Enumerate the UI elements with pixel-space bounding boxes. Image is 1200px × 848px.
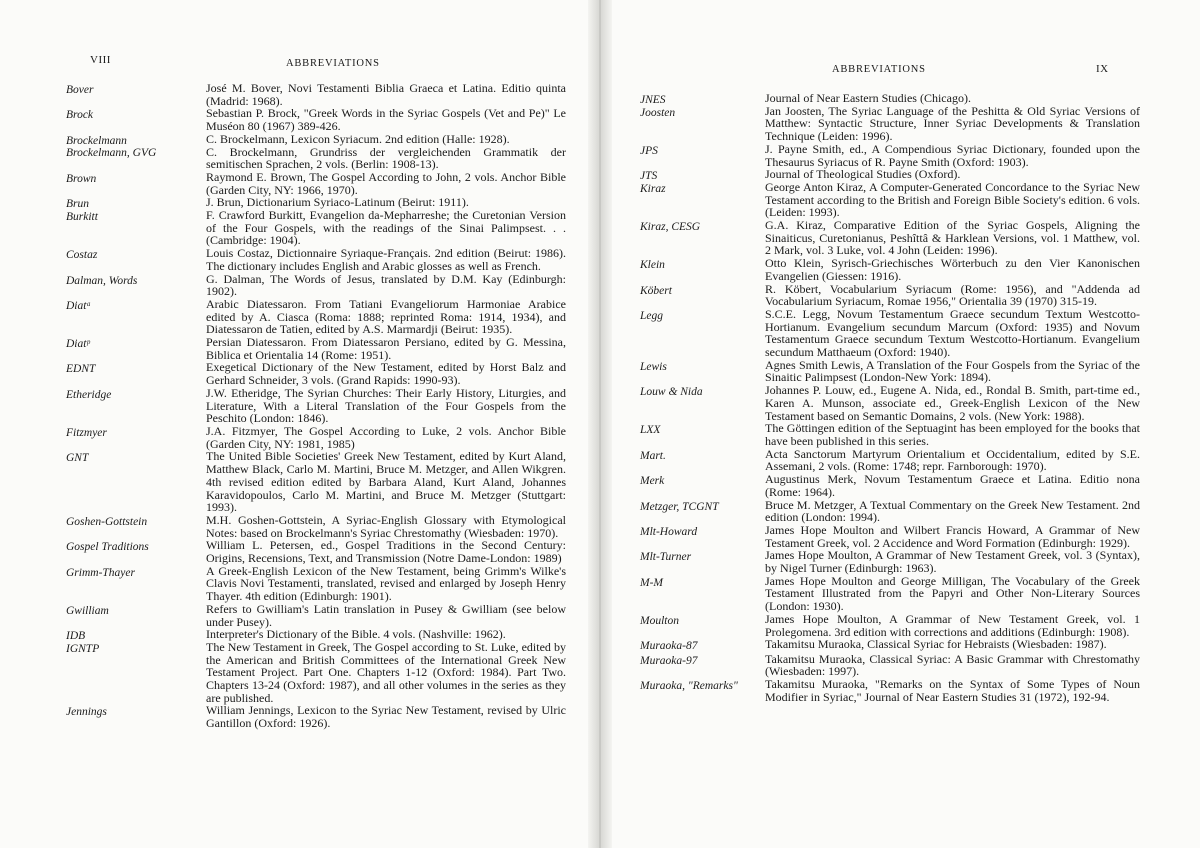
abbreviation-definition: J. Payne Smith, ed., A Compendious Syriac Dictionary, founded upon the Thesaurus Syriacus of R. Payne Smith (Oxford: 1903). [765, 141, 1140, 169]
abbreviation-entry [640, 473, 1140, 498]
right-page [612, 0, 1200, 848]
abbreviation-entry [640, 499, 1140, 524]
abbreviation-term: Muraoka-97 [640, 654, 698, 667]
abbreviation-entry [66, 565, 566, 603]
abbreviation-entry [66, 196, 566, 247]
abbreviation-entry [640, 575, 1140, 613]
abbreviation-term: LXX [640, 424, 661, 437]
abbreviation-definition: R. Köbert, Vocabularium Syriacum (Rome: 1956), and "Addenda ad Vocabularium Syriacum, Romae 1956," Orientalia 39 (1970) 315-19. [765, 281, 1140, 309]
abbreviation-entry [640, 613, 1140, 638]
abbreviation-entry [66, 171, 566, 196]
abbreviation-entry [66, 450, 566, 514]
abbreviation-term: Gwilliam [66, 604, 109, 617]
abbreviation-entry [640, 549, 1140, 574]
abbreviation-term: Diatᵃ [66, 299, 92, 312]
abbreviation-entry [640, 359, 1140, 384]
abbreviation-term: JTS Kiraz [640, 170, 666, 195]
abbreviation-term: Legg [640, 309, 663, 322]
abbreviation-definition: Otto Klein, Syrisch-Griechisches Wörterbuch zu den Vier Kanonischen Evangelien (Giessen: 1916). [765, 256, 1140, 283]
abbreviation-term: Metzger, TCGNT [640, 500, 719, 513]
abbreviation-entry [640, 524, 1140, 549]
abbreviation-entry [640, 257, 1140, 282]
abbreviation-term: EDNT [66, 363, 96, 376]
abbreviation-entry [66, 514, 566, 539]
abbreviation-entry [66, 361, 566, 386]
abbreviation-term: Brun Burkitt [66, 198, 98, 223]
abbreviation-entry [66, 387, 566, 425]
abbreviation-entry [66, 336, 566, 361]
abbreviation-definition: James Hope Moulton and George Milligan, The Vocabulary of the Greek Testament Illustrated from the Papyri and Other Non-Literary Sources (London: 1930). [765, 573, 1140, 614]
book-gutter [588, 0, 612, 848]
abbreviation-definition: Takamitsu Muraoka, Classical Syriac: A Basic Grammar with Chrestomathy (Wiesbaden: 1997). [765, 651, 1140, 679]
abbreviation-term: Mart. [640, 449, 666, 462]
abbreviation-term: GNT [66, 452, 89, 465]
abbreviation-term: IDB IGNTP [66, 630, 100, 655]
abbreviation-entry [66, 298, 566, 336]
abbreviation-entry [640, 219, 1140, 257]
running-head: ABBREVIATIONS [286, 58, 380, 69]
abbreviation-term: Diatᵖ [66, 338, 90, 351]
abbreviation-definition: C. Brockelmann, Lexicon Syriacum. 2nd edition (Halle: 1928). C. Brockelmann, Grundriss der vergleichenden Grammatik der semitischen Sprachen, 2 vols. (Berlin: 1908-13). [206, 131, 566, 172]
abbreviation-term: Köbert [640, 284, 672, 297]
abbreviation-entry [640, 638, 1140, 653]
abbreviation-term: Mlt-Howard [640, 525, 698, 538]
abbreviation-term: Dalman, Words [66, 274, 138, 287]
abbreviation-term: JPS [640, 144, 658, 157]
abbreviation-entry [66, 425, 566, 450]
abbreviation-term: Merk [640, 475, 665, 488]
abbreviation-definition: Arabic Diatessaron. From Tatiani Evangeliorum Harmoniae Arabice edited by A. Ciasca (Roma: 1888; reprinted Roma: 1914, 1934), and Diatessaron de Tatien, edited by A.S. Marmardji (Beirut: 1935). [206, 296, 566, 337]
abbreviation-term: Jennings [66, 706, 107, 719]
abbreviation-definition: José M. Bover, Novi Testamenti Biblia Graeca et Latina. Editio quinta (Madrid: 1968). [206, 81, 566, 108]
abbreviation-entry [640, 283, 1140, 308]
abbreviation-entry [66, 247, 566, 272]
abbreviation-entry [66, 539, 566, 564]
abbreviation-entry [640, 448, 1140, 473]
abbreviation-definition: Refers to Gwilliam's Latin translation in Pusey & Gwilliam (see below under Pusey). [206, 601, 566, 629]
abbreviation-term: Gospel Traditions [66, 541, 149, 554]
left-page [0, 0, 588, 848]
abbreviation-definition: J.W. Etheridge, The Syrian Churches: Their Early History, Liturgies, and Literature, With a Literal Translation of the Four Gospels from the Peschito (London: 1846). [206, 385, 566, 426]
abbreviation-definition: S.C.E. Legg, Novum Testamentum Graece secundum Textum Westcotto-Hortianum. Evangelium secundum Marcum (Oxford: 1935) and Novum Testamentum Graece secundum Textum Westcotto-Hortianum. Evangelium secundum Matthaeum (Oxford: 1940). [765, 306, 1140, 360]
abbreviation-definition: Johannes P. Louw, ed., Eugene A. Nida, ed., Rondal B. Smith, part-time ed., Karen A. Munson, associate ed., Greek-English Lexicon of the New Testament based on Semantic Domains, 2 vols. (New York: 1988). [765, 383, 1140, 423]
abbreviation-entry [66, 603, 566, 628]
abbreviation-term: Louw & Nida [640, 386, 703, 399]
abbreviation-list [66, 82, 566, 730]
abbreviation-entry [66, 82, 566, 107]
abbreviation-term: Goshen-Gottstein [66, 515, 148, 528]
abbreviation-term: JNES Joosten [640, 94, 676, 119]
abbreviation-definition: James Hope Moulton and Wilbert Francis Howard, A Grammar of New Testament Greek, vol. 2 Accidence and Word Formation (Edinburgh: 1929). [765, 522, 1140, 550]
abbreviation-term: Brockelmann Brockelmann, GVG [66, 134, 157, 160]
abbreviation-definition: Journal of Near Eastern Studies (Chicago). Jan Joosten, The Syriac Language of the Peshitta & Old Syriac Versions of Matthew: Syntactic Structure, Inner Syriac Developments & Translation Technique (Leiden: 1996). [765, 91, 1140, 144]
abbreviation-definition: G. Dalman, The Words of Jesus, translated by D.M. Kay (Edinburgh: 1902). [206, 271, 566, 299]
abbreviation-definition: G.A. Kiraz, Comparative Edition of the Syriac Gospels, Aligning the Sinaiticus, Curetonianus, Peshîttâ & Harklean Versions, vol. 1 Matthew, vol. 2 Mark, vol. 3 Luke, vol. 4 John (Leiden: 1996). [765, 218, 1140, 258]
abbreviation-definition: William Jennings, Lexicon to the Syriac New Testament, revised by Ulric Gantillon (Oxford: 1926). [206, 703, 566, 731]
abbreviation-entry [640, 92, 1140, 143]
abbreviation-definition: Raymond E. Brown, The Gospel According to John, 2 vols. Anchor Bible (Garden City, NY: 1966, 1970). [206, 169, 566, 197]
page-number: IX [1096, 63, 1109, 75]
abbreviation-term: Moulton [640, 614, 679, 627]
abbreviation-entry [640, 384, 1140, 422]
abbreviation-entry [66, 133, 566, 171]
abbreviation-definition: Agnes Smith Lewis, A Translation of the Four Gospels from the Syriac of the Sinaitic Palimpsest (London-New York: 1894). [765, 357, 1140, 385]
abbreviation-entry [66, 273, 566, 298]
abbreviation-definition: Takamitsu Muraoka, "Remarks on the Syntax of Some Types of Noun Modifier in Syriac," Journal of Near Eastern Studies 31 (1972), 192-94. [765, 677, 1140, 704]
abbreviation-definition: The United Bible Societies' Greek New Testament, edited by Kurt Aland, Matthew Black, Carlo M. Martini, Bruce M. Metzger, and Allen Wikgren. 4th revised edition edited by Barbara Aland, Kurt Aland, Johannes Karavidopoulos, Carlo M. Martini, and Bruce M. Metzger (Stuttgart: 1993). [206, 449, 566, 515]
abbreviation-definition: William L. Petersen, ed., Gospel Traditions in the Second Century: Origins, Recensions, Text, and Transmission (Notre Dame-London: 1989) [206, 538, 566, 566]
abbreviation-entry [66, 107, 566, 132]
abbreviation-definition: A Greek-English Lexicon of the New Testament, being Grimm's Wilke's Clavis Novi Testamenti, translated, revised and enlarged by Joseph Henry Thayer. 4th edition (Edinburgh: 1901). [206, 563, 566, 604]
abbreviation-definition: Interpreter's Dictionary of the Bible. 4 vols. (Nashville: 1962). The New Testament in Greek, The Gospel according to St. Luke, edited by the American and British Committees of the International Greek New Testament Project. Part One. Chapters 1-12 (Oxford: 1984). Part Two. Chapters 13-24 (Oxford: 1987), and all other volumes in the series as they are published. [206, 627, 566, 705]
abbreviation-term: Klein [640, 259, 665, 272]
abbreviation-term: Brock [66, 109, 94, 122]
running-head: ABBREVIATIONS [832, 64, 926, 75]
abbreviation-term: Brown [66, 172, 97, 185]
abbreviation-definition: James Hope Moulton, A Grammar of New Testament Greek, vol. 3 (Syntax), by Nigel Turner (Edinburgh: 1963). [765, 548, 1140, 576]
abbreviation-definition: J. Brun, Dictionarium Syriaco-Latinum (Beirut: 1911). F. Crawford Burkitt, Evangelion da-Mepharreshe; the Curetonian Version of the Four Gospels, with the readings of the Sinai Palimpsest. . . (Cambridge: 1904). [206, 195, 566, 248]
abbreviation-entry [66, 628, 566, 704]
abbreviation-entry [640, 678, 1140, 703]
abbreviation-definition: Augustinus Merk, Novum Testamentum Graece et Latina. Editio nona (Rome: 1964). [765, 472, 1140, 499]
abbreviation-term: M-M [640, 576, 663, 589]
abbreviation-entry [640, 308, 1140, 359]
abbreviation-term: Grimm-Thayer [66, 566, 135, 579]
abbreviation-term: Bover [66, 84, 94, 96]
abbreviation-term: Lewis [640, 360, 667, 373]
abbreviation-definition: Acta Sanctorum Martyrum Orientalium et Occidentalium, edited by S.E. Assemani, 2 vols. (Rome: 1748; repr. Farnborough: 1970). [765, 446, 1140, 474]
abbreviation-list [640, 92, 1140, 704]
abbreviation-definition: Persian Diatessaron. From Diatessaron Persiano, edited by G. Messina, Biblica et Orientalia 14 (Rome: 1951). [206, 335, 566, 362]
abbreviation-definition: James Hope Moulton, A Grammar of New Testament Greek, vol. 1 Prolegomena. 3rd edition with corrections and additions (Edinburgh: 1908). [765, 611, 1140, 639]
abbreviation-definition: Journal of Theological Studies (Oxford). George Anton Kiraz, A Computer-Generated Concordance to the Syriac New Testament according to the British and Foreign Bible Society's edition. 6 vols. (Leiden: 1993). [765, 167, 1140, 220]
abbreviation-term: Costaz [66, 249, 98, 262]
abbreviation-term: Mlt-Turner [640, 551, 692, 564]
abbreviation-definition: J.A. Fitzmyer, The Gospel According to Luke, 2 vols. Anchor Bible (Garden City, NY: 1981, 1985) [206, 423, 566, 451]
abbreviation-entry [640, 653, 1140, 678]
abbreviation-definition: M.H. Goshen-Gottstein, A Syriac-English Glossary with Etymological Notes: based on Brockelmann's Syriac Chrestomathy (Wiesbaden: 1970). [206, 512, 566, 540]
abbreviation-definition: Exegetical Dictionary of the New Testament, edited by Horst Balz and Gerhard Schneider, 3 vols. (Grand Rapids: 1990-93). [206, 360, 566, 388]
abbreviation-term: Muraoka, "Remarks" [640, 680, 738, 693]
abbreviation-term: Etheridge [66, 388, 112, 401]
abbreviation-term: Muraoka-87 [640, 640, 698, 653]
abbreviation-term: Kiraz, CESG [640, 221, 701, 234]
abbreviation-entry [66, 704, 566, 729]
abbreviation-term: Fitzmyer [66, 426, 107, 439]
abbreviation-definition: Sebastian P. Brock, "Greek Words in the Syriac Gospels (Vet and Pe)" Le Muséon 80 (1967) 389-426. [206, 106, 566, 134]
abbreviation-entry [640, 422, 1140, 447]
abbreviation-entry [640, 168, 1140, 219]
abbreviation-definition: Louis Costaz, Dictionnaire Syriaque-Français. 2nd edition (Beirut: 1986). The dictionary includes English and Arabic glosses as well as French. [206, 246, 566, 273]
abbreviation-definition: Takamitsu Muraoka, Classical Syriac for Hebraists (Wiesbaden: 1987). [765, 637, 1107, 652]
abbreviation-definition: Bruce M. Metzger, A Textual Commentary on the Greek New Testament. 2nd edition (London: 1994). [765, 497, 1140, 525]
abbreviation-entry [640, 143, 1140, 168]
page-number: VIII [90, 54, 111, 66]
abbreviation-definition: The Göttingen edition of the Septuagint has been employed for the books that have been published in this series. [765, 421, 1140, 448]
